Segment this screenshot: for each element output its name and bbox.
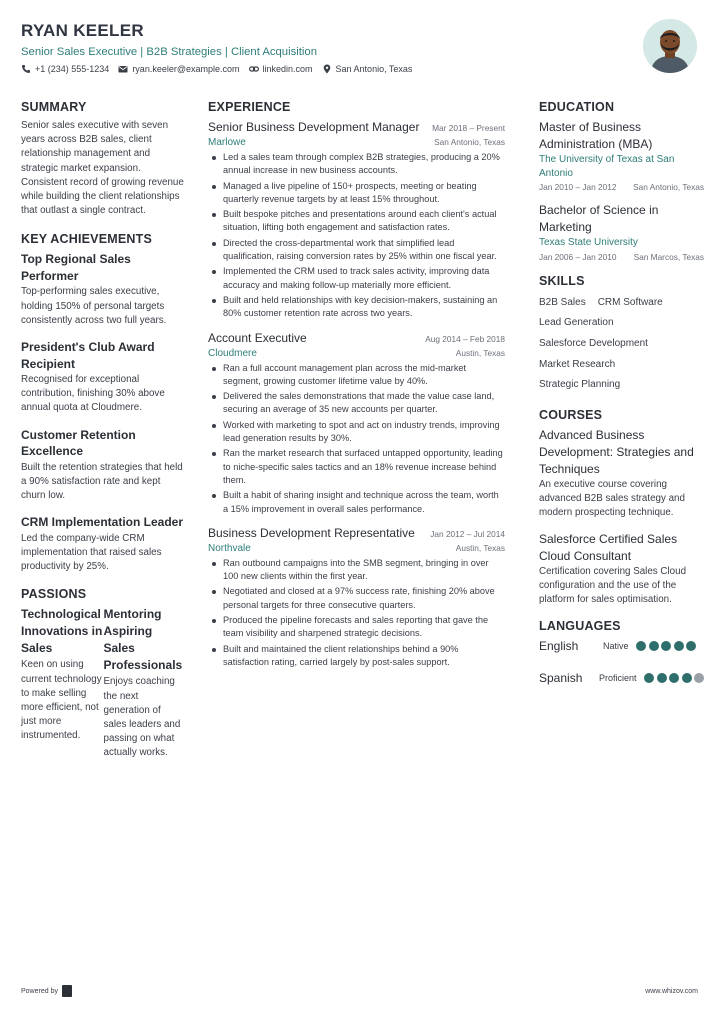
- rating-dot-filled: [636, 641, 646, 651]
- job-dates: Aug 2014 – Feb 2018: [425, 333, 505, 344]
- skill-item: Lead Generation: [539, 317, 614, 329]
- rating-dot-empty: [694, 673, 704, 683]
- avatar: [643, 19, 697, 73]
- rating-dot-filled: [644, 673, 654, 683]
- location-icon: [322, 64, 332, 74]
- achievement-item: [21, 427, 186, 504]
- skill-item: Market Research: [539, 358, 616, 370]
- powered-by-text: Powered by: [21, 987, 58, 995]
- job-bullets: [208, 151, 505, 321]
- job-bullet: Delivered the sales demonstrations that made the value case land, securing an average of 35 new accounts per quarter.: [208, 390, 505, 417]
- course-item: [539, 531, 704, 608]
- course-text: Certification covering Sales Cloud configuration and the use of the platform for sales optimisation.: [539, 565, 687, 606]
- achievement-title: Customer Retention Excellence: [21, 427, 136, 459]
- course-item: [539, 427, 704, 521]
- job-dates: Mar 2018 – Present: [432, 123, 505, 133]
- degree-title: Bachelor of Science in Marketing: [539, 203, 659, 234]
- courses-heading: COURSES: [539, 408, 603, 423]
- achievement-title: Top Regional Sales Performer: [21, 252, 131, 283]
- job-dates: Jan 2012 – Jul 2014: [430, 528, 505, 539]
- job-bullet: Built a habit of sharing insight and technique across the team, worth a 15% improvement in overall sales performance.: [208, 489, 505, 516]
- job-bullet: Led a sales team through complex B2B strategies, producing a 20% annual increase in new business accounts.: [208, 151, 505, 178]
- skill-item: B2B Sales: [539, 296, 586, 308]
- language-rating: [642, 673, 705, 683]
- course-title: Advanced Business Development: Strategies and Techniques: [539, 428, 694, 477]
- summary-section: [21, 98, 186, 218]
- achievement-text: Top-performing sales executive, holding 150% of personal targets consistently across two full years.: [21, 286, 167, 326]
- job-entry: [208, 119, 505, 321]
- achievements-heading: KEY ACHIEVEMENTS: [21, 232, 153, 247]
- right-column: [539, 98, 704, 702]
- job-entry: [208, 525, 505, 669]
- skill-item: CRM Software: [597, 296, 663, 308]
- passion-item: [21, 606, 104, 760]
- job-title: Account Executive: [208, 330, 307, 345]
- job-bullets: [208, 557, 505, 669]
- language-name: English: [539, 639, 579, 654]
- contact-linkedin[interactable]: [249, 64, 313, 74]
- contact-phone-text: +1 (234) 555-1234: [35, 64, 110, 74]
- contact-email[interactable]: [118, 64, 239, 74]
- brand-logo-icon: [62, 985, 72, 997]
- languages-section: [539, 617, 704, 686]
- passions-section: [21, 585, 186, 760]
- link-icon: [249, 64, 259, 74]
- experience-column: [208, 98, 505, 678]
- experience-heading: EXPERIENCE: [208, 100, 291, 114]
- contact-email-text: ryan.keeler@example.com: [132, 64, 240, 74]
- company-name: Northvale: [208, 542, 251, 554]
- job-bullet: Ran the market research that surfaced untapped opportunity, leading to niche-specific sales tactics and an 18% revenue increase behind them.: [208, 447, 505, 487]
- passions-heading: PASSIONS: [21, 587, 87, 602]
- rating-dot-filled: [682, 673, 692, 683]
- education-section: [539, 98, 704, 262]
- degree-title: Master of Business Administration (MBA): [539, 120, 653, 151]
- contact-linkedin-text: linkedin.com: [262, 64, 313, 74]
- avatar-illustration: [643, 19, 697, 73]
- job-location: San Antonio, Texas: [434, 137, 505, 147]
- education-location: San Antonio, Texas: [633, 182, 704, 192]
- rating-dot-filled: [661, 641, 671, 651]
- job-location: Austin, Texas: [455, 347, 505, 358]
- skills-section: [539, 272, 704, 397]
- job-bullet: Directed the cross-departmental work that simplified lead qualification, raising conversion rates by 25% within one fiscal year.: [208, 237, 505, 264]
- job-bullet: Implemented the CRM used to track sales activity, improving data accuracy and making follow-up materially more efficient.: [208, 265, 505, 292]
- school-name: Texas State University: [539, 237, 638, 248]
- passions-list: [21, 606, 186, 760]
- mail-icon: [118, 64, 128, 74]
- job-bullet: Managed a live pipeline of 150+ prospects, meeting or beating quarterly revenue targets by at least 15% throughout.: [208, 180, 505, 207]
- job-bullet: Built bespoke pitches and presentations around each client's actual situation, lifting both engagement and satisfaction rates.: [208, 208, 505, 235]
- phone-icon: [21, 64, 31, 74]
- education-dates: Jan 2006 – Jan 2010: [539, 251, 617, 262]
- rating-dot-filled: [657, 673, 667, 683]
- passion-title: Technological Innovations in Sales: [21, 607, 103, 656]
- education-dates: Jan 2010 – Jan 2012: [539, 182, 617, 192]
- job-bullets: [208, 362, 505, 516]
- summary-text: Senior sales executive with seven years across B2B sales, client relationship management and strategic market expansion. Consistent record of growing revenue while building the client relationships that outlast a single contract.: [21, 120, 184, 217]
- passion-text: Keen on using current technology to make selling more efficient, not just more instrumented.: [21, 659, 102, 742]
- job-bullet: Worked with marketing to spot and act on industry trends, improving lead generation results by 30%.: [208, 419, 505, 446]
- course-title: Salesforce Certified Sales Cloud Consultant: [539, 531, 678, 563]
- candidate-name: RYAN KEELER: [21, 21, 144, 40]
- achievement-item: [21, 339, 186, 416]
- left-column: [21, 98, 186, 761]
- achievement-item: [21, 514, 186, 574]
- contact-bar: [21, 64, 621, 74]
- course-text: An executive course covering advanced B2B sales strategy and modern prospecting technique.: [539, 479, 685, 519]
- language-rating: [634, 641, 697, 651]
- rating-dot-filled: [649, 641, 659, 651]
- summary-heading: SUMMARY: [21, 100, 87, 114]
- company-name: Cloudmere: [208, 347, 257, 359]
- job-bullet: Negotiated and closed at a 97% success rate, finishing 20% above personal targets for three consecutive quarters.: [208, 585, 505, 612]
- resume-header: [21, 20, 621, 74]
- job-bullet: Produced the pipeline forecasts and sales reporting that gave the team visibility and sharpened strategic decisions.: [208, 614, 505, 641]
- contact-phone[interactable]: [21, 64, 109, 74]
- rating-dot-filled: [674, 641, 684, 651]
- rating-dot-filled: [686, 641, 696, 651]
- courses-section: [539, 406, 704, 607]
- footer-site-link[interactable]: www.whizov.com: [645, 988, 698, 995]
- job-bullet: Ran a full account management plan across the mid-market segment, growing customer lifetime value by 40%.: [208, 362, 505, 389]
- job-title: Business Development Representative: [208, 525, 415, 540]
- achievement-text: Built the retention strategies that held a 90% satisfaction rate and kept churn low.: [21, 461, 183, 502]
- languages-heading: LANGUAGES: [539, 619, 621, 634]
- language-item: [539, 670, 704, 686]
- achievement-text: Led the company-wide CRM implementation that raised sales productivity by 25%.: [21, 532, 162, 573]
- rating-dot-filled: [669, 673, 679, 683]
- candidate-tagline: Senior Sales Executive | B2B Strategies | Client Acquisition: [21, 46, 317, 58]
- achievements-section: [21, 230, 186, 574]
- achievement-title: CRM Implementation Leader: [21, 515, 184, 530]
- company-name: Marlowe: [208, 137, 246, 148]
- job-bullet: Ran outbound campaigns into the SMB segment, bringing in over 100 new clients within the first year.: [208, 557, 505, 584]
- job-entry: [208, 330, 505, 516]
- school-name: The University of Texas at San Antonio: [539, 154, 675, 179]
- skill-item: Salesforce Development: [539, 337, 648, 349]
- passion-title: Mentoring Aspiring Sales Professionals: [103, 607, 183, 673]
- powered-by[interactable]: [21, 985, 72, 997]
- education-item: [539, 119, 704, 192]
- education-location: San Marcos, Texas: [633, 251, 704, 262]
- achievement-item: [21, 251, 186, 328]
- contact-location-text: San Antonio, Texas: [335, 64, 413, 74]
- education-item: [539, 202, 704, 262]
- achievement-text: Recognised for exceptional contribution, finishing 30% above annual quota at Cloudmere.: [21, 374, 165, 414]
- language-level: Native: [603, 641, 629, 652]
- contact-location: [322, 64, 413, 74]
- job-title: Senior Business Development Manager: [208, 120, 420, 134]
- language-item: [539, 638, 704, 654]
- job-bullet: Built and held relationships with key decision-makers, sustaining an 80% customer retention rate across two years.: [208, 294, 505, 321]
- education-heading: EDUCATION: [539, 100, 615, 114]
- language-level: Proficient: [598, 673, 637, 684]
- job-location: Austin, Texas: [455, 542, 505, 553]
- language-name: Spanish: [539, 671, 583, 686]
- skill-item: Strategic Planning: [539, 379, 621, 391]
- job-bullet: Built and maintained the client relationships behind a 90% satisfaction rating, carried largely by post-sales support.: [208, 643, 505, 670]
- passion-item: [104, 606, 187, 760]
- skills-heading: SKILLS: [539, 273, 585, 288]
- achievement-title: President's Club Award Recipient: [21, 340, 155, 371]
- passion-text: Enjoys coaching the next generation of sales leaders and passing on what actually works.: [103, 676, 181, 759]
